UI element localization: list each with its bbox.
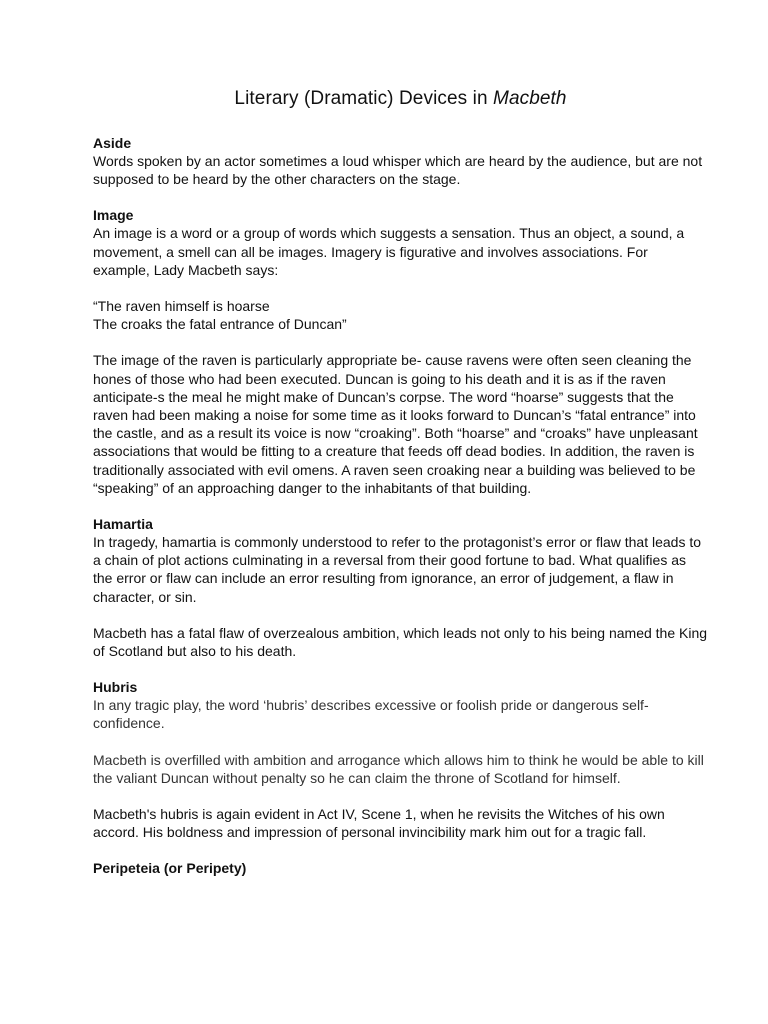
section-paragraph: In any tragic play, the word ‘hubris’ describes excessive or foolish pride or dangerous self-confidence.	[93, 697, 649, 732]
spacer	[93, 188, 708, 206]
section-heading: Image	[93, 207, 134, 224]
section-heading: Aside	[93, 135, 132, 151]
section-heading: Peripeteia (or Peripety)	[93, 860, 247, 877]
section-heading: Hubris	[93, 679, 138, 696]
section-paragraph: Macbeth's hubris is again evident in Act IV, Scene 1, when he revisits the Witches of his own accord. His boldness and impression of personal invincibility mark him out for a tragic fall.	[93, 806, 665, 841]
section-image	[93, 206, 708, 497]
spacer	[93, 787, 708, 805]
spacer	[93, 333, 708, 351]
section-hamartia	[93, 515, 708, 660]
document-title	[93, 88, 708, 110]
spacer	[93, 279, 708, 297]
title-prefix: Literary (Dramatic) Devices in	[234, 88, 494, 109]
spacer	[93, 733, 708, 751]
section-paragraph: The image of the raven is particularly appropriate be- cause ravens were often seen cleaning the hones of those who had been executed. Duncan is going to his death and it is as if the raven anticipate-s the meal he might make of Duncan’s corpse. The word “hoarse” suggests that the raven had been making a noise for some time as it looks forward to Duncan’s “fatal entrance” into the castle, and as a result its voice is now “croaking”. Both “hoarse” and “croaks” have unpleasant associations that would be fitting to a creature that feeds off dead bodies. In addition, the raven is traditionally associated with evil omens. A raven seen croaking near a building was believed to be “speaking” of an approaching danger to the inhabitants of that building.	[93, 352, 698, 496]
section-hubris	[93, 678, 708, 841]
spacer	[93, 497, 708, 515]
section-aside	[93, 134, 708, 188]
section-paragraph: In tragedy, hamartia is commonly understood to refer to the protagonist’s error or flaw that leads to a chain of plot actions culminating in a reversal from their good fortune to bad. What qualifies as the error or flaw can include an error resulting from ignorance, an error of judgement, a flaw in character, or sin.	[93, 534, 702, 605]
spacer	[93, 660, 708, 678]
title-play-name: Macbeth	[493, 88, 567, 109]
spacer	[93, 606, 708, 624]
section-paragraph: An image is a word or a group of words which suggests a sensation. Thus an object, a sound, a movement, a smell can all be images. Imagery is figurative and involves associations. For example, Lady Macbeth says:	[93, 225, 685, 278]
section-paragraph: Macbeth is overfilled with ambition and arrogance which allows him to think he would be able to kill the valiant Duncan without penalty so he can claim the throne of Scotland for himself.	[93, 751, 704, 786]
section-heading: Hamartia	[93, 516, 153, 533]
section-paragraph: Words spoken by an actor sometimes a loud whisper which are heard by the audience, but are not supposed to be heard by the other characters on the stage.	[93, 153, 703, 188]
section-peripeteia	[93, 859, 708, 877]
section-paragraph: Macbeth has a fatal flaw of overzealous ambition, which leads not only to his being named the King of Scotland but also to his death.	[93, 624, 708, 660]
quote-paragraph: “The raven himself is hoarse The croaks the fatal entrance of Duncan”	[93, 298, 347, 333]
spacer	[93, 841, 708, 859]
